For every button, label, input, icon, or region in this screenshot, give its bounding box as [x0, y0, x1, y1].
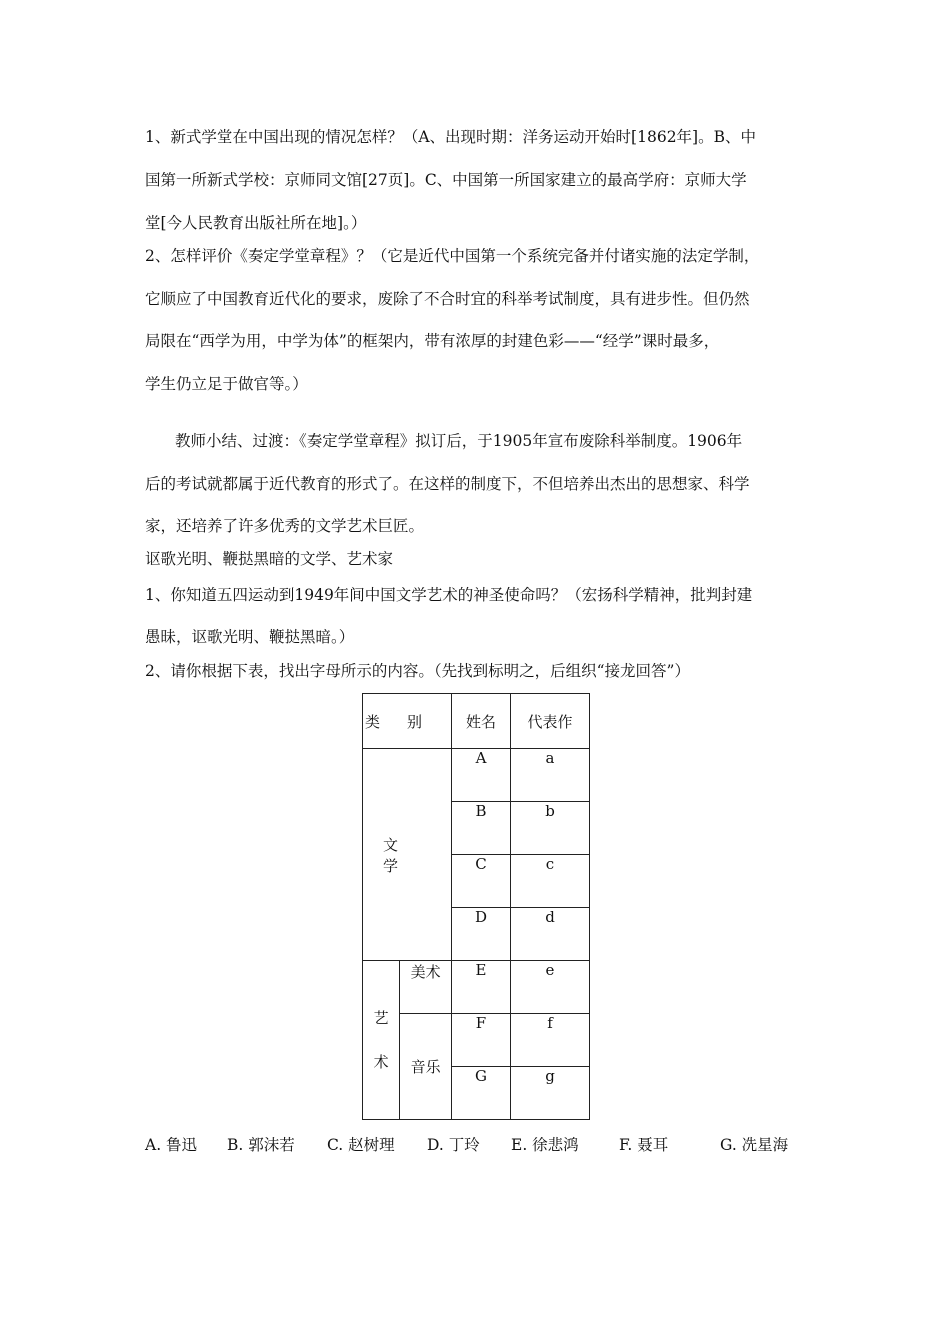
q2-line-4: 学生仍立足于做官等。） — [145, 375, 308, 393]
table-row — [363, 961, 590, 1014]
summary-line-3: 家，还培养了许多优秀的文学艺术巨匠。 — [145, 517, 425, 535]
work-cell: b — [511, 802, 590, 855]
q2-line-2: 它顺应了中国教育近代化的要求，废除了不合时宜的科举考试制度，具有进步性。但仍然 — [145, 290, 750, 308]
art-label-1: 艺 — [373, 1009, 389, 1027]
fine-arts-cell: 美术 — [400, 961, 452, 1014]
answer-b: B. 郭沫若 — [227, 1136, 295, 1154]
header-category-text: 类别 — [364, 712, 449, 731]
answer-c: C. 赵树理 — [327, 1136, 395, 1154]
work-cell: f — [511, 1014, 590, 1067]
literature-label: 文学 — [382, 835, 431, 875]
work-cell: e — [511, 961, 590, 1014]
art-cell — [363, 961, 400, 1120]
header-work: 代表作 — [511, 694, 590, 749]
header-category — [363, 694, 452, 749]
work-cell: g — [511, 1067, 590, 1120]
name-cell: F — [452, 1014, 511, 1067]
header-name: 姓名 — [452, 694, 511, 749]
q1-line-1: 1、新式学堂在中国出现的情况怎样？（A、出现时期：洋务运动开始时[1862年]。B、中 — [145, 128, 756, 146]
name-cell: G — [452, 1067, 511, 1120]
artists-table — [362, 693, 590, 1120]
answer-a: A. 鲁迅 — [145, 1136, 198, 1154]
table-row — [363, 749, 590, 802]
table-header-row — [363, 694, 590, 749]
q1-line-3: 堂[今人民教育出版社所在地]。） — [145, 214, 367, 232]
name-cell: D — [452, 908, 511, 961]
answer-g: G. 冼星海 — [720, 1136, 789, 1154]
name-cell: C — [452, 855, 511, 908]
name-cell: E — [452, 961, 511, 1014]
answer-e: E. 徐悲鸿 — [511, 1136, 579, 1154]
literature-cell — [363, 749, 452, 961]
work-cell: a — [511, 749, 590, 802]
name-cell: B — [452, 802, 511, 855]
q2-line-3: 局限在“西学为用，中学为体”的框架内，带有浓厚的封建色彩——“经学”课时最多， — [145, 332, 720, 350]
section-title: 讴歌光明、鞭挞黑暗的文学、艺术家 — [145, 550, 394, 568]
q1-line-2: 国第一所新式学校：京师同文馆[27页]。C、中国第一所国家建立的最高学府：京师大学 — [145, 171, 747, 189]
work-cell: c — [511, 855, 590, 908]
q3-line-2: 愚昧，讴歌光明、鞭挞黑暗。） — [145, 628, 355, 646]
q4-line-1: 2、请你根据下表，找出字母所示的内容。（先找到标明之，后组织“接龙回答”） — [145, 662, 690, 680]
art-label-2: 术 — [373, 1053, 389, 1071]
answer-d: D. 丁玲 — [427, 1136, 480, 1154]
work-cell: d — [511, 908, 590, 961]
summary-line-2: 后的考试就都属于近代教育的形式了。在这样的制度下，不但培养出杰出的思想家、科学 — [145, 475, 750, 493]
q2-line-1: 2、怎样评价《奏定学堂章程》？（它是近代中国第一个系统完备并付诸实施的法定学制， — [145, 247, 760, 265]
q3-line-1: 1、你知道五四运动到1949年间中国文学艺术的神圣使命吗？（宏扬科学精神，批判封建 — [145, 586, 753, 604]
answer-f: F. 聂耳 — [619, 1136, 669, 1154]
name-cell: A — [452, 749, 511, 802]
summary-line-1: 教师小结、过渡：《奏定学堂章程》拟订后，于1905年宣布废除科举制度。1906年 — [175, 432, 743, 450]
music-cell: 音乐 — [400, 1014, 452, 1120]
